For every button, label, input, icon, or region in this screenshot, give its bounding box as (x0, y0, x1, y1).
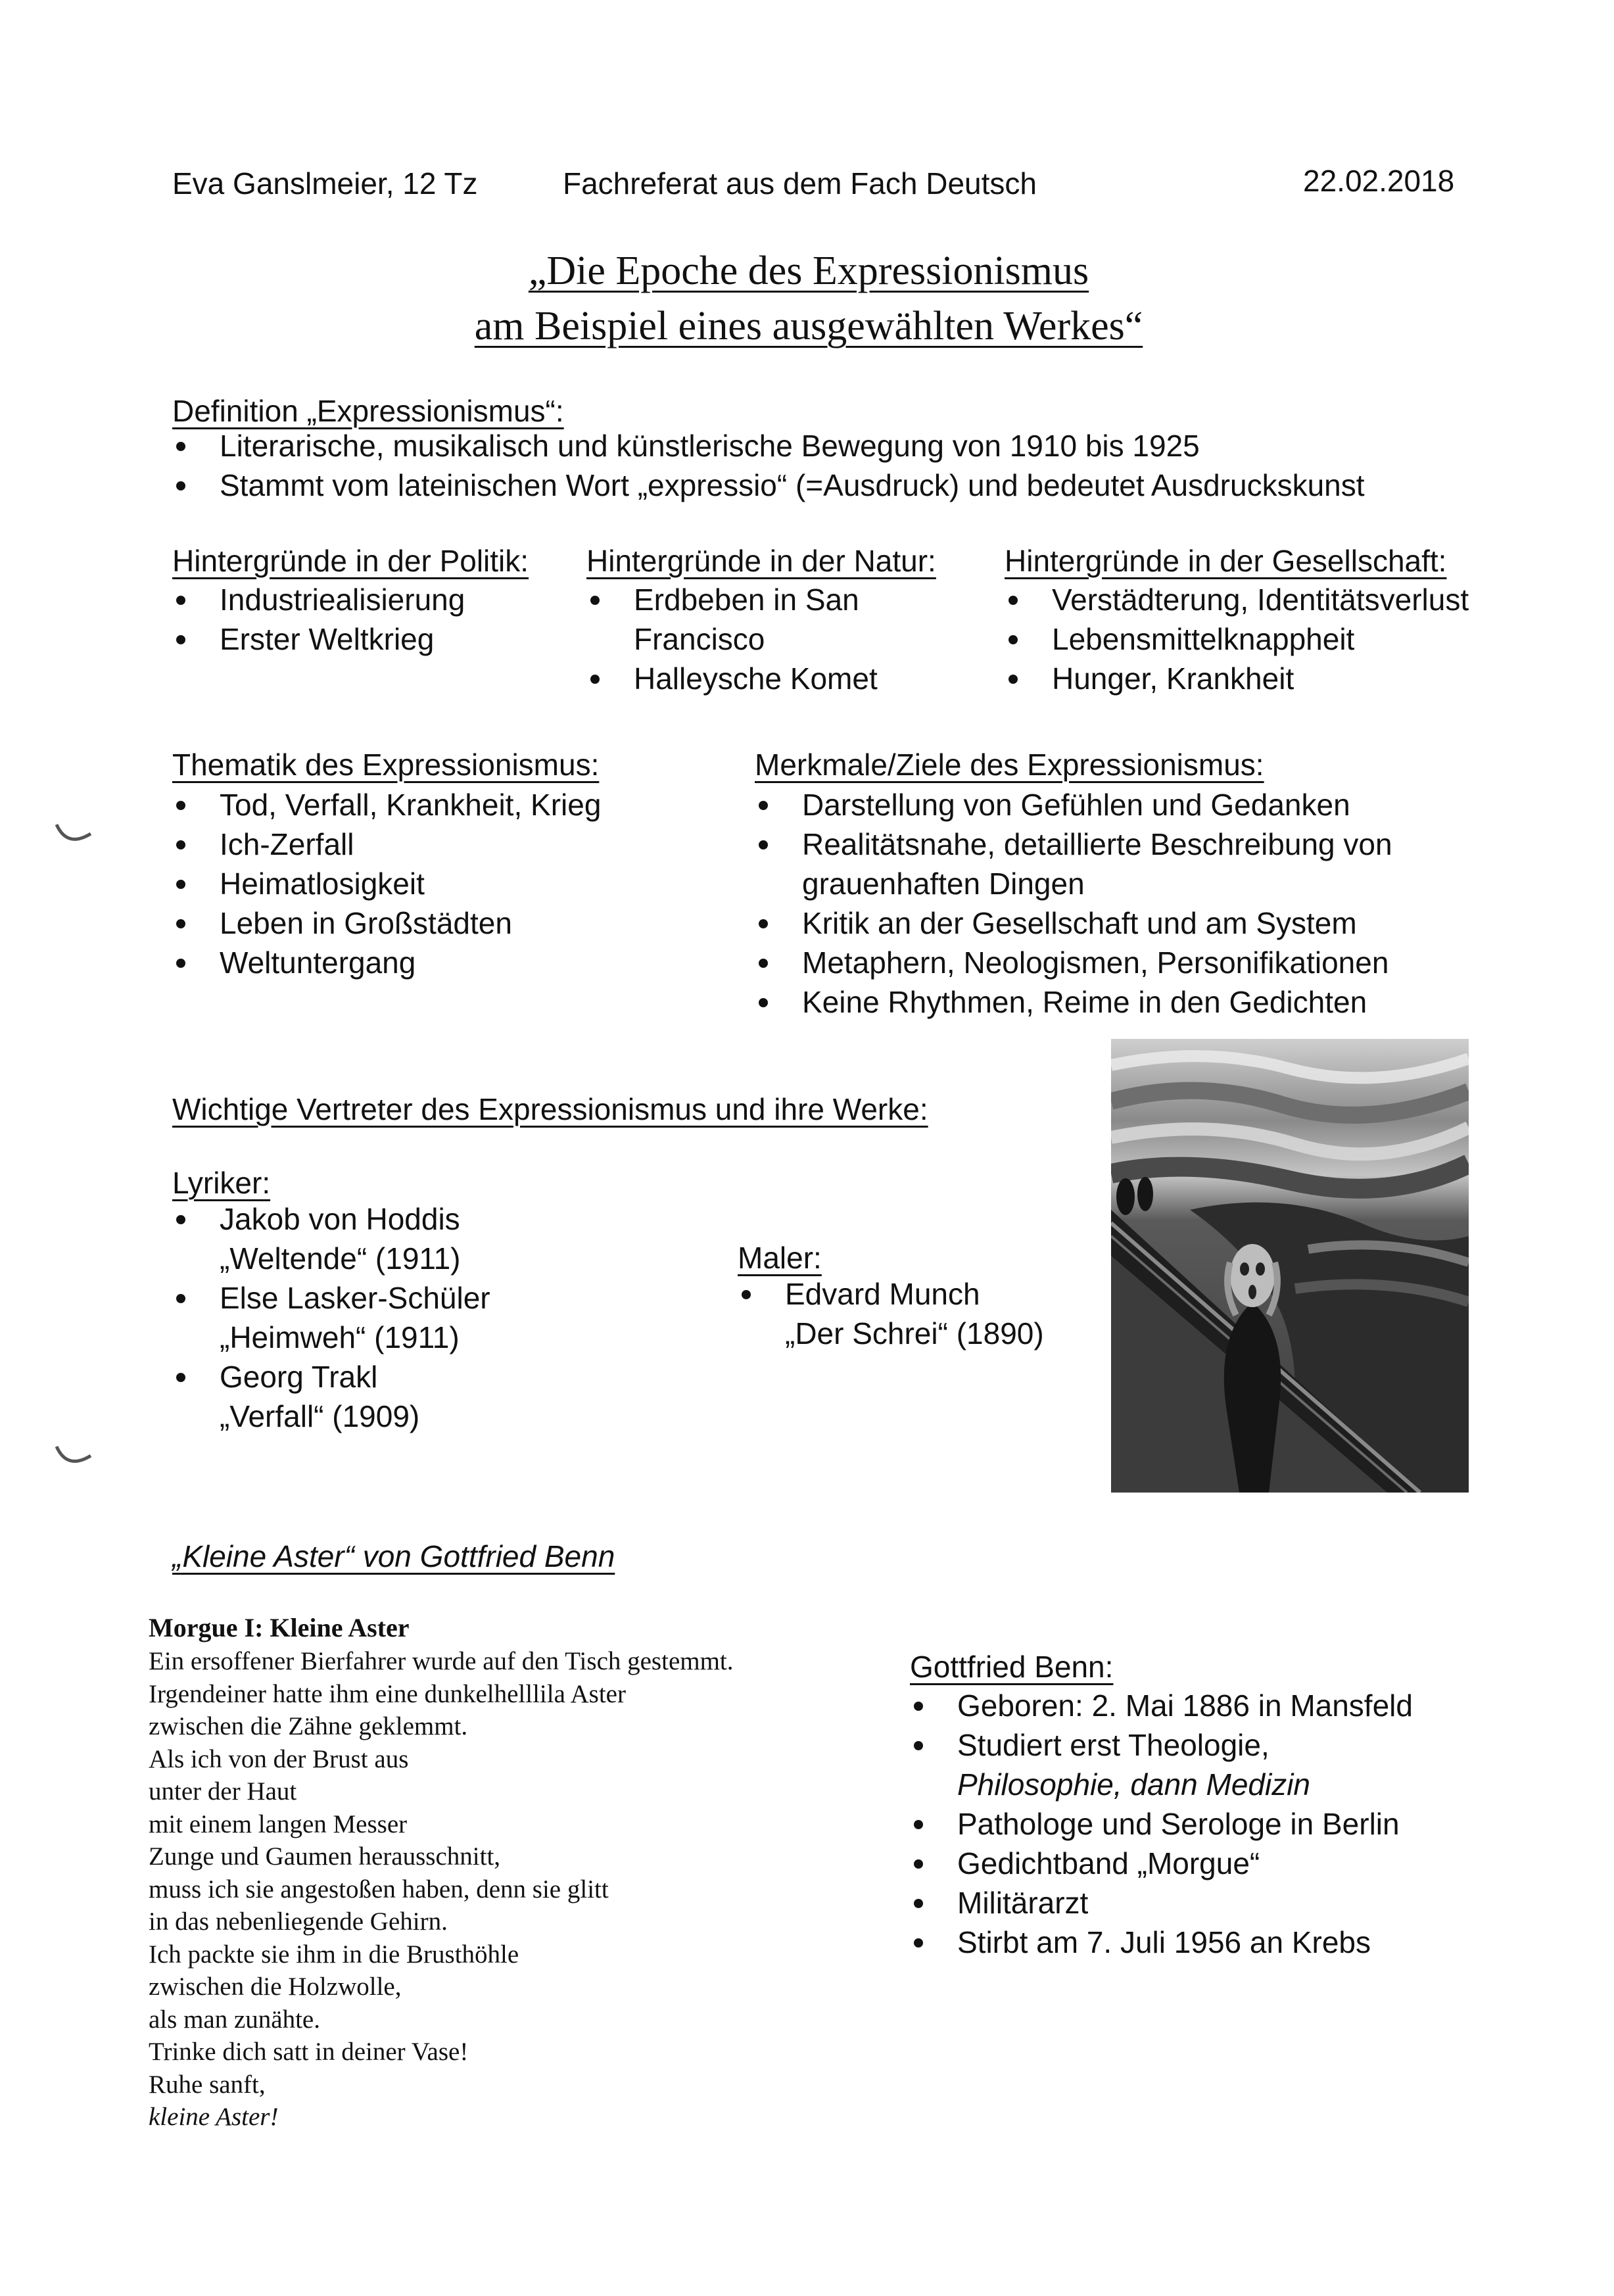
painters-heading: Maler: (738, 1241, 822, 1275)
list-item: Ich-Zerfall (172, 825, 751, 864)
title-line-2: am Beispiel eines ausgewählten Werkes“ (474, 304, 1143, 348)
bullet-icon (176, 1215, 185, 1224)
themes-list (172, 785, 751, 982)
bullet-icon (176, 596, 185, 605)
nature-heading: Hintergründe in der Natur: (586, 544, 936, 578)
features-heading: Merkmale/Ziele des Expressionismus: (755, 748, 1264, 782)
definition-list (172, 426, 1553, 505)
list-item: Literarische, musikalisch und künstlerische Bewegung von 1910 bis 1925 (172, 426, 1553, 466)
bullet-icon (759, 801, 768, 810)
list-item: Jakob von Hoddis „Weltende“ (1911) (172, 1199, 711, 1278)
themes-heading: Thematik des Expressionismus: (172, 748, 600, 782)
bullet-icon (914, 1741, 923, 1750)
society-list (1005, 580, 1544, 698)
subject-line: Fachreferat aus dem Fach Deutsch (563, 166, 1037, 201)
bullet-icon (176, 635, 185, 644)
poem-line: Ein ersoffener Bierfahrer wurde auf den Tisch gestemmt. (149, 1647, 734, 1675)
bullet-icon (1009, 596, 1018, 605)
bullet-icon (914, 1859, 923, 1869)
poem-line: als man zunähte. (149, 2005, 320, 2034)
society-heading: Hintergründe in der Gesellschaft: (1005, 544, 1447, 578)
list-item: Leben in Großstädten (172, 903, 751, 943)
definition-heading: Definition „Expressionismus“: (172, 394, 564, 428)
nature-list (586, 580, 981, 698)
list-item: Weltuntergang (172, 943, 751, 982)
features-list (755, 785, 1544, 1022)
politics-list (172, 580, 567, 659)
poets-list (172, 1199, 711, 1436)
bullet-icon (759, 998, 768, 1007)
list-item: Keine Rhythmen, Reime in den Gedichten (755, 982, 1544, 1022)
author-line: Eva Ganslmeier, 12 Tz (172, 166, 478, 201)
poem-line: mit einem langen Messer (149, 1809, 408, 1838)
painters-list (738, 1274, 1106, 1353)
bullet-icon (176, 1373, 185, 1382)
list-item: Militärarzt (910, 1883, 1515, 1923)
list-item: Metaphern, Neologismen, Personifikationen (755, 943, 1544, 982)
bullet-icon (176, 840, 185, 849)
bullet-icon (914, 1899, 923, 1908)
list-item: Realitätsnahe, detaillierte Beschreibung von grauenhaften Dingen (755, 825, 1544, 903)
the-scream-painting (1111, 1039, 1469, 1493)
list-item: Industriealisierung (172, 580, 567, 619)
politics-heading: Hintergründe in der Politik: (172, 544, 529, 578)
bullet-icon (176, 1294, 185, 1303)
list-item: Heimatlosigkeit (172, 864, 751, 903)
poem-title: Morgue I: Kleine Aster (149, 1613, 410, 1642)
bullet-icon (176, 959, 185, 968)
list-item: Kritik an der Gesellschaft und am System (755, 903, 1544, 943)
list-item: Hunger, Krankheit (1005, 659, 1544, 698)
benn-list (910, 1686, 1515, 1962)
page-title (217, 243, 1400, 354)
representatives-heading: Wichtige Vertreter des Expressionismus und ihre Werke: (172, 1092, 928, 1126)
poem-line: Irgendeiner hatte ihm eine dunkelhelllila Aster (149, 1679, 626, 1708)
title-line-1: „Die Epoche des Expressionismus (528, 249, 1089, 293)
bullet-icon (176, 801, 185, 810)
list-item: Geboren: 2. Mai 1886 in Mansfeld (910, 1686, 1515, 1725)
list-item: Tod, Verfall, Krankheit, Krieg (172, 785, 751, 825)
list-item: Gedichtband „Morgue“ (910, 1844, 1515, 1883)
bullet-icon (1009, 675, 1018, 684)
poets-heading: Lyriker: (172, 1166, 271, 1200)
list-item: Stammt vom lateinischen Wort „expressio“ (=Ausdruck) und bedeutet Ausdruckskunst (172, 466, 1553, 505)
list-item: Halleysche Komet (586, 659, 981, 698)
bullet-icon (176, 880, 185, 889)
poem-line: in das nebenliegende Gehirn. (149, 1907, 448, 1936)
poem-text (149, 1645, 734, 2134)
list-item: Stirbt am 7. Juli 1956 an Krebs (910, 1923, 1515, 1962)
date: 22.02.2018 (1303, 164, 1455, 198)
poem-line: kleine Aster! (149, 2103, 279, 2131)
bullet-icon (759, 959, 768, 968)
list-item: Darstellung von Gefühlen und Gedanken (755, 785, 1544, 825)
bullet-icon (759, 919, 768, 928)
poem-line: Ruhe sanft, (149, 2070, 266, 2099)
list-item: Else Lasker-Schüler „Heimweh“ (1911) (172, 1278, 711, 1357)
bullet-icon (590, 675, 600, 684)
poem-line: Ich packte sie ihm in die Brusthöhle (149, 1940, 519, 1969)
poem-line: muss ich sie angestoßen haben, denn sie glitt (149, 1875, 609, 1903)
poem-line: zwischen die Zähne geklemmt. (149, 1712, 468, 1740)
list-item: Pathologe und Serologe in Berlin (910, 1804, 1515, 1844)
list-item: Lebensmittelknappheit (1005, 619, 1544, 659)
benn-heading: Gottfried Benn: (910, 1650, 1114, 1684)
bullet-icon (1009, 635, 1018, 644)
punch-hole-mark-icon (54, 822, 93, 848)
bullet-icon (176, 919, 185, 928)
list-item: Erster Weltkrieg (172, 619, 567, 659)
punch-hole-mark-icon (54, 1444, 93, 1470)
poem-line: Zunge und Gaumen herausschnitt, (149, 1842, 501, 1871)
bullet-icon (914, 1820, 923, 1829)
list-item: Edvard Munch „Der Schrei“ (1890) (738, 1274, 1106, 1353)
bullet-icon (742, 1290, 751, 1299)
list-item: Erdbeben in San Francisco (586, 580, 981, 659)
poem-line: Als ich von der Brust aus (149, 1744, 409, 1773)
bullet-icon (914, 1702, 923, 1711)
bullet-icon (759, 840, 768, 849)
work-heading: „Kleine Aster“ von Gottfried Benn (172, 1539, 615, 1573)
poem-line: Trinke dich satt in deiner Vase! (149, 2038, 469, 2066)
bullet-icon (176, 481, 185, 490)
bullet-icon (590, 596, 600, 605)
bullet-icon (176, 442, 185, 451)
bullet-icon (914, 1938, 923, 1948)
list-item: Georg Trakl „Verfall“ (1909) (172, 1357, 711, 1436)
poem-line: unter der Haut (149, 1777, 297, 1806)
poem-line: zwischen die Holzwolle, (149, 1973, 402, 2001)
list-item: Verstädterung, Identitätsverlust (1005, 580, 1544, 619)
list-item: Studiert erst Theologie, Philosophie, dann Medizin (910, 1725, 1515, 1804)
